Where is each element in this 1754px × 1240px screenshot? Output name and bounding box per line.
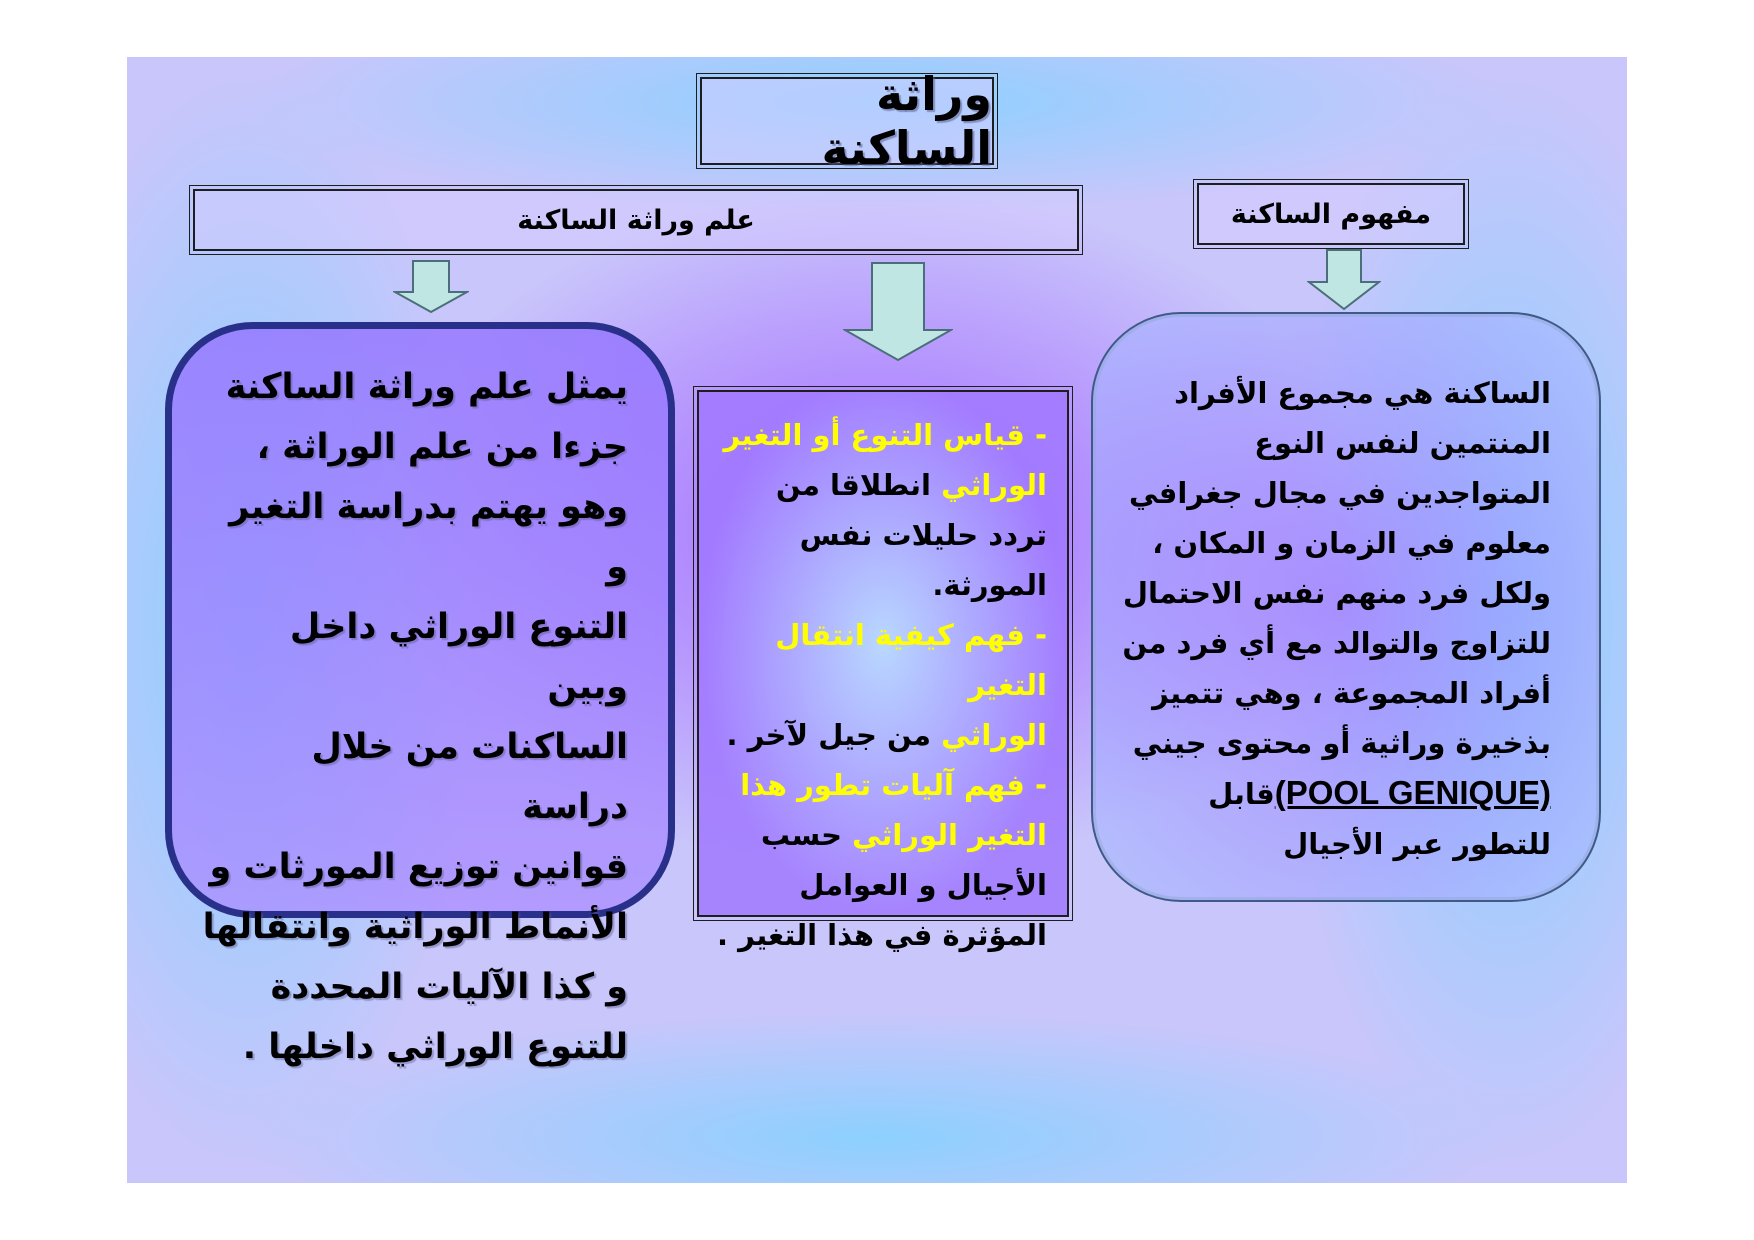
objective-text: حسب xyxy=(760,818,853,852)
population-genetics-header: علم وراثة الساكنة xyxy=(193,189,1079,251)
objective-line: المورثة. xyxy=(932,568,1047,602)
objective-line xyxy=(711,760,1047,810)
pool-after-text: قابل xyxy=(1208,777,1275,811)
slide xyxy=(127,57,1627,1183)
description-line: التنوع الوراثي داخل وبين xyxy=(289,607,628,707)
left-down-arrow xyxy=(393,260,469,314)
diagram-title: وراثة الساكنة xyxy=(700,77,994,165)
objective-line xyxy=(711,410,1047,460)
definition-line: بذخيرة وراثية أو محتوى جيني xyxy=(1132,726,1551,760)
objective-highlight: التغير الوراثي xyxy=(852,818,1047,852)
definition-line xyxy=(1113,768,1551,819)
definition-line: المتواجدين في مجال جغرافي xyxy=(1129,476,1551,510)
objective-line: تردد حليلات نفس xyxy=(799,518,1047,552)
definition-line: ولكل فرد منهم نفس الاحتمال xyxy=(1122,576,1551,610)
objective-highlight: الوراثي xyxy=(941,468,1047,502)
middle-down-arrow xyxy=(843,262,953,362)
pool-genique-term: (POOL GENIQUE) xyxy=(1274,774,1551,811)
description-line: يمثل علم وراثة الساكنة xyxy=(225,367,628,407)
objective-line xyxy=(711,810,1047,860)
right-down-arrow xyxy=(1307,249,1381,311)
description-line: الأنماط الوراثية وانتقالها xyxy=(202,907,628,947)
definition-line: المنتمين لنفس النوع xyxy=(1254,426,1551,460)
objectives-panel xyxy=(697,390,1069,952)
population-concept-header: مفهوم الساكنة xyxy=(1197,183,1465,245)
objective-text: من جيل لآخر . xyxy=(726,718,942,752)
description-line: قوانين توزيع المورثات و xyxy=(209,847,628,887)
definition-line: للتطور عبر الأجيال xyxy=(1283,827,1551,861)
objective-highlight: - فهم كيفية انتقال التغير xyxy=(775,618,1047,702)
objective-line: الأجيال و العوامل xyxy=(799,868,1047,902)
description-line: الساكنات من خلال دراسة xyxy=(311,727,628,827)
objective-highlight: الوراثي xyxy=(941,718,1047,752)
objective-line xyxy=(711,460,1047,510)
objective-highlight: - فهم آليات تطور هذا xyxy=(740,768,1047,802)
definition-line: الساكنة هي مجموع الأفراد xyxy=(1174,376,1551,410)
definition-line: للتزاوج والتوالد مع أي فرد من xyxy=(1122,626,1551,660)
population-definition-panel xyxy=(1091,312,1601,902)
definition-line: أفراد المجموعة ، وهي تتميز xyxy=(1152,676,1551,710)
description-line: للتنوع الوراثي داخلها . xyxy=(242,1027,628,1067)
description-line: و كذا الآليات المحددة xyxy=(270,967,628,1007)
population-genetics-description-panel xyxy=(165,322,675,1067)
description-line: وهو يهتم بدراسة التغير و xyxy=(229,487,628,587)
objective-line xyxy=(711,710,1047,760)
objective-line: المؤثرة في هذا التغير . xyxy=(717,918,1047,952)
objective-line xyxy=(711,610,1047,710)
objective-highlight: - قياس التنوع أو التغير xyxy=(723,418,1047,452)
description-line: جزءا من علم الوراثة ، xyxy=(256,427,628,467)
objective-text: انطلاقا من xyxy=(775,468,942,502)
definition-line: معلوم في الزمان و المكان ، xyxy=(1152,526,1551,560)
